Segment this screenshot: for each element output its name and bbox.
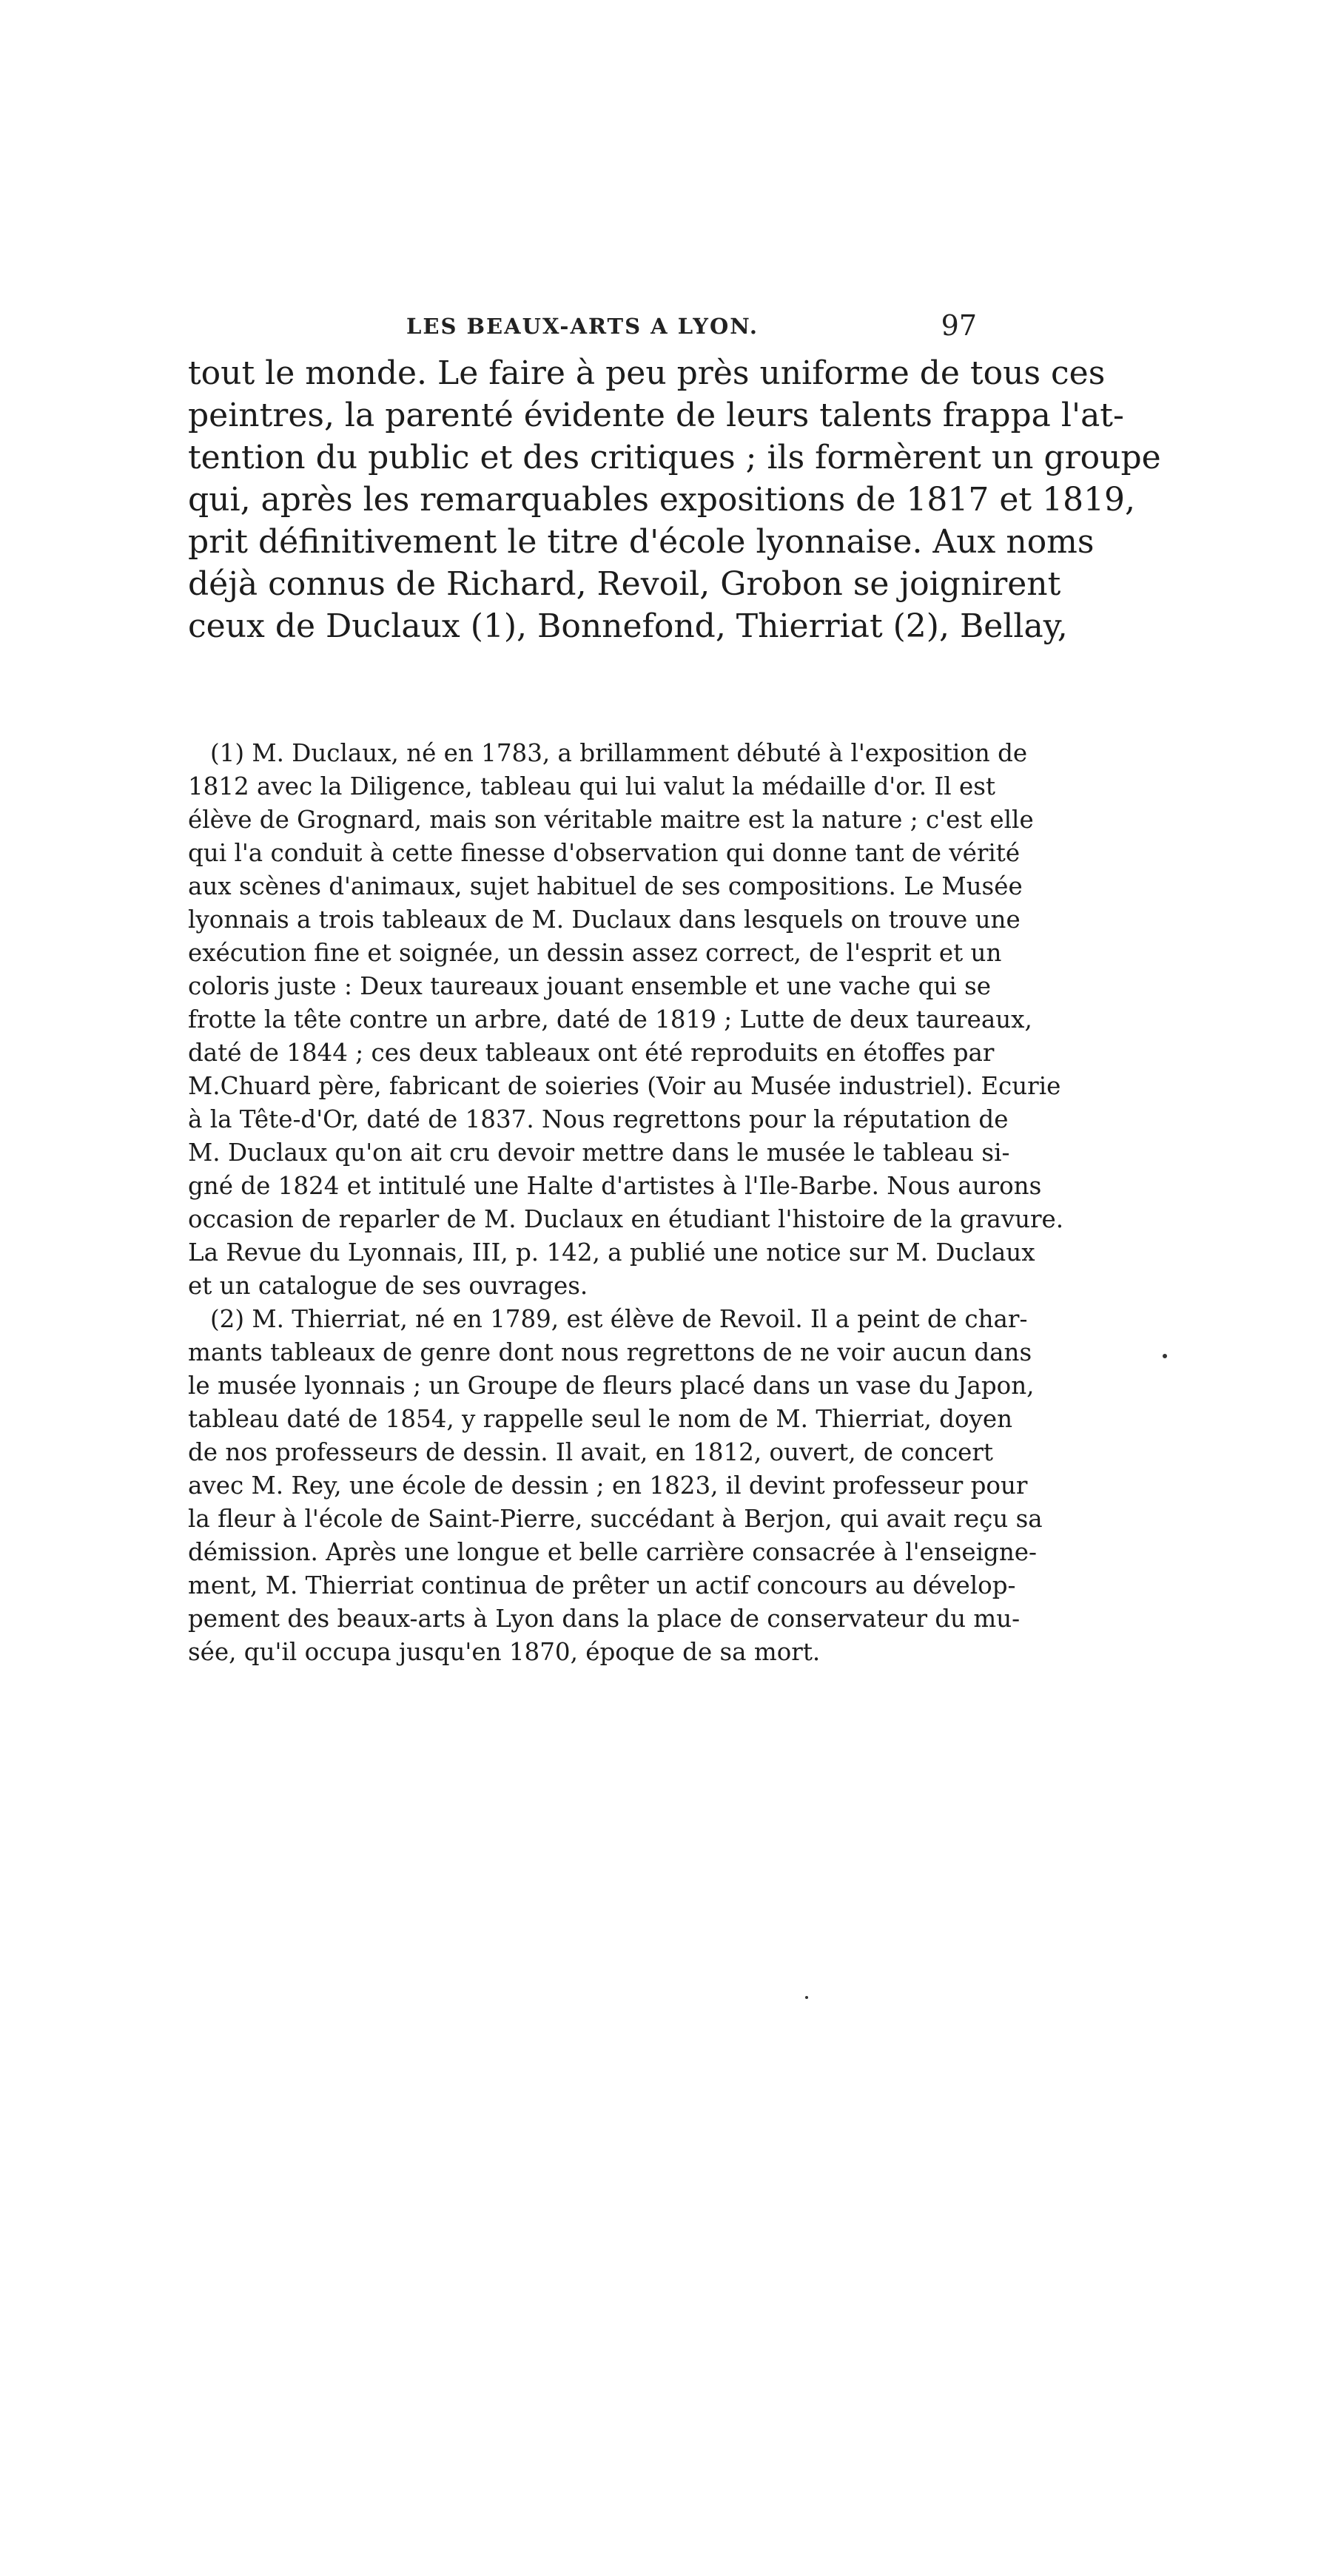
page-number: 97 (941, 309, 977, 342)
footnote-2 (188, 1303, 1043, 1669)
footnote-line: aux scènes d'animaux, sujet habituel de ses compositions. Le Musée (188, 872, 1023, 900)
footnotes (188, 737, 1064, 1669)
footnote-line: daté de 1844 ; ces deux tableaux ont été reproduits en étoffes par (188, 1039, 995, 1067)
footnote-line: le musée lyonnais ; un Groupe de fleurs placé dans un vase du Japon, (188, 1372, 1035, 1400)
footnote-line: qui l'a conduit à cette finesse d'observation qui donne tant de vérité (188, 839, 1021, 867)
body-line: peintres, la parenté évidente de leurs talents frappa l'at- (188, 397, 1124, 434)
footnote-line: à la Tête-d'Or, daté de 1837. Nous regrettons pour la réputation de (188, 1105, 1009, 1133)
body-line: qui, après les remarquables expositions de 1817 et 1819, (188, 481, 1136, 519)
footnote-line: pement des beaux-arts à Lyon dans la place de conservateur du mu- (188, 1605, 1021, 1633)
body-line: tout le monde. Le faire à peu près uniforme de tous ces (188, 354, 1106, 392)
footnote-line: coloris juste : Deux taureaux jouant ensemble et une vache qui se (188, 972, 992, 1000)
body-line: tention du public et des critiques ; ils formèrent un groupe (188, 439, 1161, 476)
footnote-line: (1) M. Duclaux, né en 1783, a brillamment débuté à l'exposition de (210, 739, 1028, 767)
footnote-line: lyonnais a trois tableaux de M. Duclaux dans lesquels on trouve une (188, 906, 1021, 934)
footnote-line: 1812 avec la Diligence, tableau qui lui valut la médaille d'or. Il est (188, 772, 995, 800)
page-header (188, 309, 977, 346)
footnote-line: de nos professeurs de dessin. Il avait, en 1812, ouvert, de concert (188, 1438, 993, 1466)
footnote-line: M. Duclaux qu'on ait cru devoir mettre dans le musée le tableau si- (188, 1139, 1010, 1167)
footnote-line: et un catalogue de ses ouvrages. (188, 1272, 588, 1300)
scan-speck (1163, 1354, 1167, 1358)
footnote-line: avec M. Rey, une école de dessin ; en 1823, il devint professeur pour (188, 1471, 1028, 1500)
footnote-line: tableau daté de 1854, y rappelle seul le nom de M. Thierriat, doyen (188, 1405, 1013, 1433)
footnote-line: la fleur à l'école de Saint-Pierre, succédant à Berjon, qui avait reçu sa (188, 1505, 1043, 1533)
footnote-line: La Revue du Lyonnais, III, p. 142, a publié une notice sur M. Duclaux (188, 1238, 1035, 1267)
footnote-line: élève de Grognard, mais son véritable maitre est la nature ; c'est elle (188, 806, 1034, 834)
footnote-line: mants tableaux de genre dont nous regrettons de ne voir aucun dans (188, 1338, 1032, 1366)
footnote-1 (188, 737, 1064, 1303)
footnote-line: frotte la tête contre un arbre, daté de 1819 ; Lutte de deux taureaux, (188, 1005, 1032, 1034)
main-paragraph (188, 352, 1161, 647)
running-title: LES BEAUX-ARTS A LYON. (406, 314, 759, 339)
body-line: prit définitivement le titre d'école lyonnaise. Aux noms (188, 523, 1095, 561)
body-line: ceux de Duclaux (1), Bonnefond, Thierriat (2), Bellay, (188, 607, 1068, 645)
footnote-line: sée, qu'il occupa jusqu'en 1870, époque de sa mort. (188, 1638, 821, 1666)
scan-speck (805, 1996, 808, 1999)
footnote-line: démission. Après une longue et belle carrière consacrée à l'enseigne- (188, 1538, 1037, 1566)
footnote-line: M.Chuard père, fabricant de soieries (Voir au Musée industriel). Ecurie (188, 1072, 1061, 1100)
footnote-line: gné de 1824 et intitulé une Halte d'artistes à l'Ile-Barbe. Nous aurons (188, 1172, 1042, 1200)
footnote-line: ment, M. Thierriat continua de prêter un actif concours au dévelop- (188, 1571, 1016, 1599)
footnote-line: (2) M. Thierriat, né en 1789, est élève de Revoil. Il a peint de char- (210, 1305, 1028, 1333)
footnote-line: exécution fine et soignée, un dessin assez correct, de l'esprit et un (188, 939, 1002, 967)
body-line: déjà connus de Richard, Revoil, Grobon se joignirent (188, 565, 1061, 603)
footnote-line: occasion de reparler de M. Duclaux en étudiant l'histoire de la gravure. (188, 1205, 1064, 1233)
